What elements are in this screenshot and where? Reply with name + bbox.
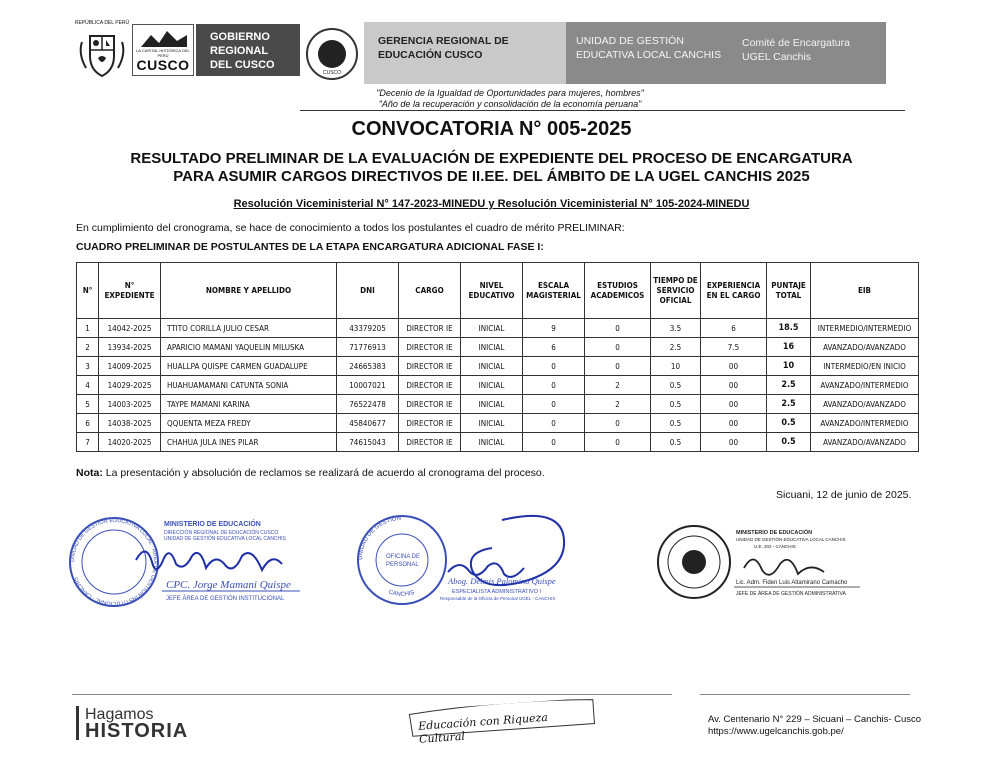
website-link[interactable]: https://www.ugelcanchis.gob.pe/: [708, 726, 844, 737]
table-row: [77, 338, 919, 357]
footer-divider-right: [700, 694, 910, 695]
column-header: ESCALA MAGISTERIAL: [523, 263, 585, 319]
table-cell: 4: [77, 376, 99, 395]
stamp-jefe-aga: [654, 522, 864, 608]
table-cell: TTITO CORILLA JULIO CESAR: [161, 319, 337, 338]
table-cell: INICIAL: [461, 357, 523, 376]
column-header: DNI: [337, 263, 399, 319]
stamp1-role: JEFE ÁREA DE GESTIÓN INSTITUCIONAL: [166, 596, 285, 602]
republica-caption: REPÚBLICA DEL PERÚ: [74, 20, 130, 26]
column-header: N° EXPEDIENTE: [99, 263, 161, 319]
table-cell: AVANZADO/AVANZADO: [811, 395, 919, 414]
mountains-icon: [141, 29, 187, 49]
table-cell: 0.5: [651, 376, 701, 395]
table-cell: 5: [77, 395, 99, 414]
table-cell: 00: [701, 395, 767, 414]
lema-label: Educación con Riqueza Cultural: [411, 700, 593, 740]
footer-address: Av. Centenario N° 229 – Sicuani – Canchis- Cusco https://www.ugelcanchis.gob.pe/: [708, 714, 922, 737]
table-cell: 3: [77, 357, 99, 376]
column-header: EXPERIENCIA EN EL CARGO: [701, 263, 767, 319]
ugel-header: UNIDAD DE GESTIÓN EDUCATIVA LOCAL CANCHIS Comité de Encargatura UGEL Canchis: [566, 22, 886, 84]
table-cell: 10: [767, 357, 811, 376]
table-cell: DIRECTOR IE: [399, 395, 461, 414]
table-cell: 13934-2025: [99, 338, 161, 357]
table-cell: 1: [77, 319, 99, 338]
table-cell: INICIAL: [461, 319, 523, 338]
stamp2-role2: Responsable de la Oficina de Personal UGEL - CANCHIS: [440, 596, 556, 601]
table-cell: CHAHUA JULA INES PILAR: [161, 433, 337, 452]
table-cell: 7: [77, 433, 99, 452]
table-cell: 3.5: [651, 319, 701, 338]
stamp3-ministry: MINISTERIO DE EDUCACIÓN: [736, 530, 813, 536]
table-cell: HUAHUAMAMANI CATUNTA SONIA: [161, 376, 337, 395]
results-table: [76, 262, 919, 452]
table-cell: 0.5: [651, 395, 701, 414]
stamp2-inner-1: OFICINA DE: [386, 554, 421, 560]
table-cell: 0.5: [767, 433, 811, 452]
hagamos-historia-logo: Hagamos HISTORIA: [76, 706, 188, 740]
svg-text:CANCHIS: [388, 589, 416, 597]
table-cell: 2.5: [651, 338, 701, 357]
signature-2: [448, 516, 564, 585]
stamp2-name: Abog. Delmis Palomino Quispe: [448, 576, 556, 586]
table-cell: QQUENTA MEZA FREDY: [161, 414, 337, 433]
table-cell: INICIAL: [461, 376, 523, 395]
table-row: [77, 433, 919, 452]
table-cell: 2: [77, 338, 99, 357]
table-cell: 0: [523, 414, 585, 433]
table-row: [77, 376, 919, 395]
table-cell: DIRECTOR IE: [399, 376, 461, 395]
table-cell: 0: [523, 376, 585, 395]
column-header: N°: [77, 263, 99, 319]
table-cell: INICIAL: [461, 433, 523, 452]
table-cell: 76522478: [337, 395, 399, 414]
table-row: [77, 414, 919, 433]
column-header: EIB: [811, 263, 919, 319]
table-cell: 45840677: [337, 414, 399, 433]
table-cell: AVANZADO/AVANZADO: [811, 433, 919, 452]
table-cell: 14042-2025: [99, 319, 161, 338]
column-header: NIVEL EDUCATIVO: [461, 263, 523, 319]
table-cell: DIRECTOR IE: [399, 338, 461, 357]
signature-3: [744, 559, 824, 574]
table-row: [77, 319, 919, 338]
stamp-personal: [352, 500, 582, 610]
footer-divider-left: [72, 694, 672, 695]
stamp1-dre: DIRECCIÓN REGIONAL DE EDUCACIÓN CUSCO: [164, 530, 279, 536]
table-cell: INICIAL: [461, 395, 523, 414]
stamp-jefe-agi: [66, 512, 306, 608]
table-cell: 00: [701, 357, 767, 376]
table-cell: 24665383: [337, 357, 399, 376]
table-row: [77, 395, 919, 414]
stamp1-name: CPC. Jorge Mamani Quispe: [166, 579, 291, 591]
table-cell: 74615043: [337, 433, 399, 452]
table-cell: 6: [701, 319, 767, 338]
stamp3-role: JEFE DE ÁREA DE GESTIÓN ADMINISTRATIVA: [736, 591, 846, 597]
table-cell: 0.5: [651, 414, 701, 433]
table-cell: AVANZADO/INTERMEDIO: [811, 414, 919, 433]
stamp1-ugel: UNIDAD DE GESTIÓN EDUCATIVA LOCAL CANCHIS: [164, 536, 286, 542]
table-cell: 0: [585, 338, 651, 357]
header-divider: [300, 110, 905, 111]
table-cell: DIRECTOR IE: [399, 357, 461, 376]
stamp1-ministry: MINISTERIO DE EDUCACIÓN: [164, 521, 261, 528]
gobierno-regional-label: GOBIERNO REGIONAL DEL CUSCO: [196, 24, 300, 76]
table-cell: 14003-2025: [99, 395, 161, 414]
stamp2-role: ESPECIALISTA ADMINISTRATIVO I: [452, 589, 542, 595]
table-row: [77, 357, 919, 376]
page-title: CONVOCATORIA N° 005-2025: [351, 118, 632, 140]
svg-text:UNIDAD DE GESTIÓN EDUCATIVA LO: [70, 518, 158, 606]
page-subtitle: RESULTADO PRELIMINAR DE LA EVALUACIÓN DE EXPEDIENTE DEL PROCESO DE ENCARGATURA PARA ASUMIR CARGOS DIRECTIVOS DE II.EE. DEL ÁMBITO DE LA UGEL CANCHIS 2025: [130, 150, 853, 185]
table-cell: 14009-2025: [99, 357, 161, 376]
table-cell: INICIAL: [461, 338, 523, 357]
column-header: ESTUDIOS ACADEMICOS: [585, 263, 651, 319]
table-cell: 0: [523, 395, 585, 414]
table-cell: DIRECTOR IE: [399, 414, 461, 433]
stamp1-ring-text: UNIDAD DE GESTIÓN EDUCATIVA LOCAL · AREA DE GESTIÓN INSTITUCIONAL · CANCHIS: [69, 517, 159, 607]
column-header: PUNTAJE TOTAL: [767, 263, 811, 319]
table-cell: INICIAL: [461, 414, 523, 433]
column-header: CARGO: [399, 263, 461, 319]
table-cell: 6: [523, 338, 585, 357]
table-title: CUADRO PRELIMINAR DE POSTULANTES DE LA ETAPA ENCARGATURA ADICIONAL FASE I:: [76, 241, 544, 253]
cusco-logo: LA CAPITAL HISTÓRICA DEL PERÚ CUSCO: [132, 24, 194, 76]
table-cell: 00: [701, 376, 767, 395]
stamp2-ring-top: UNIDAD DE GESTIÓN: [357, 515, 402, 561]
table-cell: 7.5: [701, 338, 767, 357]
table-cell: 16: [767, 338, 811, 357]
table-cell: 0: [523, 357, 585, 376]
column-header: NOMBRE Y APELLIDO: [161, 263, 337, 319]
stamp2-inner-2: PERSONAL: [386, 562, 419, 568]
gerencia-seal-icon: CUSCO: [306, 28, 358, 80]
table-cell: 71776913: [337, 338, 399, 357]
table-cell: INTERMEDIO/INTERMEDIO: [811, 319, 919, 338]
table-cell: 0: [523, 433, 585, 452]
table-cell: 10007021: [337, 376, 399, 395]
table-cell: 9: [523, 319, 585, 338]
table-cell: INTERMEDIO/EN INICIO: [811, 357, 919, 376]
table-cell: TAYPE MAMANI KARINA: [161, 395, 337, 414]
table-cell: 6: [77, 414, 99, 433]
gerencia-regional-label: GERENCIA REGIONAL DE EDUCACIÓN CUSCO: [364, 22, 566, 84]
table-cell: 0.5: [651, 433, 701, 452]
table-cell: DIRECTOR IE: [399, 433, 461, 452]
note: Nota: La presentación y absolución de reclamos se realizará de acuerdo al cronograma del proceso.: [76, 467, 545, 479]
table-cell: 0: [585, 433, 651, 452]
peru-shield-icon: [76, 28, 128, 80]
table-cell: DIRECTOR IE: [399, 319, 461, 338]
stamp3-name: Lic. Adm. Fiden Luis Altamirano Camacho: [736, 580, 848, 586]
table-cell: 0: [585, 319, 651, 338]
table-cell: APARICIO MAMANI YAQUELIN MILUSKA: [161, 338, 337, 357]
table-cell: 2.5: [767, 395, 811, 414]
table-cell: 2.5: [767, 376, 811, 395]
table-cell: HUALLPA QUISPE CARMEN GUADALUPE: [161, 357, 337, 376]
table-cell: 0.5: [767, 414, 811, 433]
table-cell: 0: [585, 357, 651, 376]
table-cell: 00: [701, 433, 767, 452]
stamp3-ue: U.E. 302 - CANCHIS: [754, 544, 796, 549]
decenio-text: "Decenio de la Igualdad de Oportunidades para mujeres, hombres" "Año de la recuperación y consolidación de la economía peruana": [376, 88, 644, 109]
table-cell: 0: [585, 414, 651, 433]
table-cell: 10: [651, 357, 701, 376]
resolution-reference: Resolución Viceministerial N° 147-2023-MINEDU y Resolución Viceministerial N° 105-2024-MINEDU: [233, 198, 750, 210]
table-cell: 43379205: [337, 319, 399, 338]
table-cell: 14029-2025: [99, 376, 161, 395]
stamp3-ugel: UNIDAD DE GESTIÓN EDUCATIVA LOCAL CANCHIS: [736, 537, 846, 542]
table-header-row: [77, 263, 919, 319]
table-cell: AVANZADO/AVANZADO: [811, 338, 919, 357]
table-cell: AVANZADO/INTERMEDIO: [811, 376, 919, 395]
table-cell: 2: [585, 395, 651, 414]
intro-text: En cumplimiento del cronograma, se hace de conocimiento a todos los postulantes el cuadro de mérito PRELIMINAR:: [76, 222, 625, 234]
table-cell: 14038-2025: [99, 414, 161, 433]
table-cell: 14020-2025: [99, 433, 161, 452]
table-cell: 2: [585, 376, 651, 395]
stamp2-ring-bottom: CANCHIS: [387, 589, 416, 598]
column-header: TIEMPO DE SERVICIO OFICIAL: [651, 263, 701, 319]
date-place: Sicuani, 12 de junio de 2025.: [776, 489, 912, 501]
table-cell: 18.5: [767, 319, 811, 338]
table-cell: 00: [701, 414, 767, 433]
